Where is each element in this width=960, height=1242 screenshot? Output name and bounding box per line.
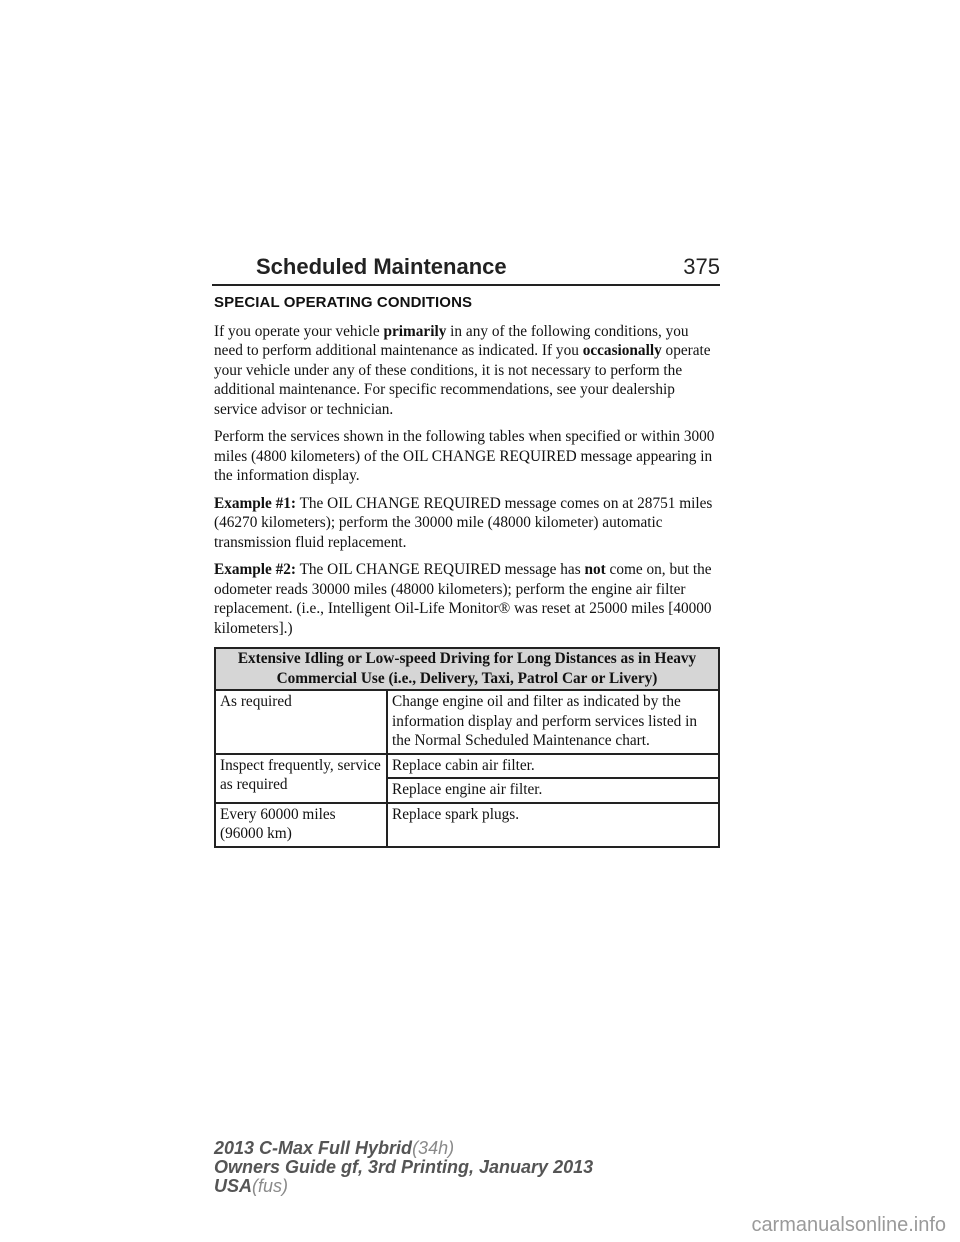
- footer-model-code: (34h): [412, 1138, 455, 1158]
- table-header-row: [215, 648, 719, 690]
- table-cell-when: Every 60000 miles (96000 km): [215, 803, 387, 847]
- section-heading: SPECIAL OPERATING CONDITIONS: [214, 294, 473, 311]
- intro-emphasis-occasionally: occasionally: [582, 342, 662, 359]
- table-cell-when: As required: [215, 690, 387, 754]
- footer-market: USA: [214, 1176, 253, 1196]
- table-cell-when: Inspect frequently, service as required: [215, 754, 387, 803]
- table-cell-action: Replace cabin air filter.: [387, 754, 719, 779]
- example-2-label: Example #2:: [214, 561, 297, 578]
- table-row: [215, 754, 719, 779]
- page-number: 375: [683, 254, 720, 279]
- table-row: [215, 690, 719, 754]
- example-2-text-1: The OIL CHANGE REQUIRED message has: [296, 561, 585, 578]
- table-header: Extensive Idling or Low-speed Driving for Long Distances as in Heavy Commercial Use (i.e., Delivery, Taxi, Patrol Car or Livery): [215, 648, 719, 690]
- example-2-text-2: come on, but the odometer reads 30000 miles (48000 kilometers); perform the engine air filter replacement. (i.e., Intelligent Oil-Life Monitor® was reset at 25000 miles [40000 kilometers].): [214, 561, 712, 637]
- footer-line-2: [214, 1158, 593, 1177]
- table-row: [215, 803, 719, 847]
- intro-emphasis-primarily: primarily: [383, 322, 447, 340]
- table-cell-action: Replace engine air filter.: [387, 778, 719, 803]
- example-2-emphasis-not: not: [584, 561, 606, 578]
- intro-text-3: operate your vehicle under any of these conditions, it is not necessary to perform the additional maintenance. For specific recommendations, see your dealership service advisor or technician.: [214, 342, 711, 418]
- table-cell-action: Replace spark plugs.: [387, 803, 719, 847]
- footer-line-1: [214, 1139, 593, 1158]
- document-footer: [214, 1139, 593, 1196]
- page-title: Scheduled Maintenance: [256, 254, 507, 279]
- intro-text-1: If you operate your vehicle: [214, 322, 384, 340]
- footer-line-3: [214, 1177, 593, 1196]
- footer-market-code: (fus): [252, 1176, 289, 1196]
- intro-paragraph: [214, 322, 720, 420]
- watermark: carmanualsonline.info: [751, 1214, 946, 1236]
- page-content: [214, 293, 720, 848]
- header-rule: [212, 284, 720, 286]
- intro-text-2: in any of the following conditions, you need to perform additional maintenance as indicated. If you: [214, 322, 689, 359]
- example-1-text: The OIL CHANGE REQUIRED message comes on at 28751 miles (46270 kilometers); perform the 30000 mile (48000 kilometer) automatic transmission fluid replacement.: [214, 494, 713, 551]
- example-2-paragraph: [214, 560, 720, 638]
- example-1-label: Example #1:: [214, 494, 297, 512]
- services-paragraph: Perform the services shown in the following tables when specified or within 3000 miles (4800 kilometers) of the OIL CHANGE REQUIRED message appearing in the information display.: [214, 428, 715, 484]
- footer-model: 2013 C-Max Full Hybrid: [214, 1138, 413, 1158]
- table-cell-action: Change engine oil and filter as indicated by the information display and perform services listed in the Normal Scheduled Maintenance chart.: [387, 690, 719, 754]
- footer-guide: Owners Guide gf, 3rd Printing, January 2013: [214, 1157, 594, 1177]
- maintenance-table: [214, 647, 720, 848]
- example-1-paragraph: [214, 494, 720, 553]
- page-header: [212, 252, 720, 286]
